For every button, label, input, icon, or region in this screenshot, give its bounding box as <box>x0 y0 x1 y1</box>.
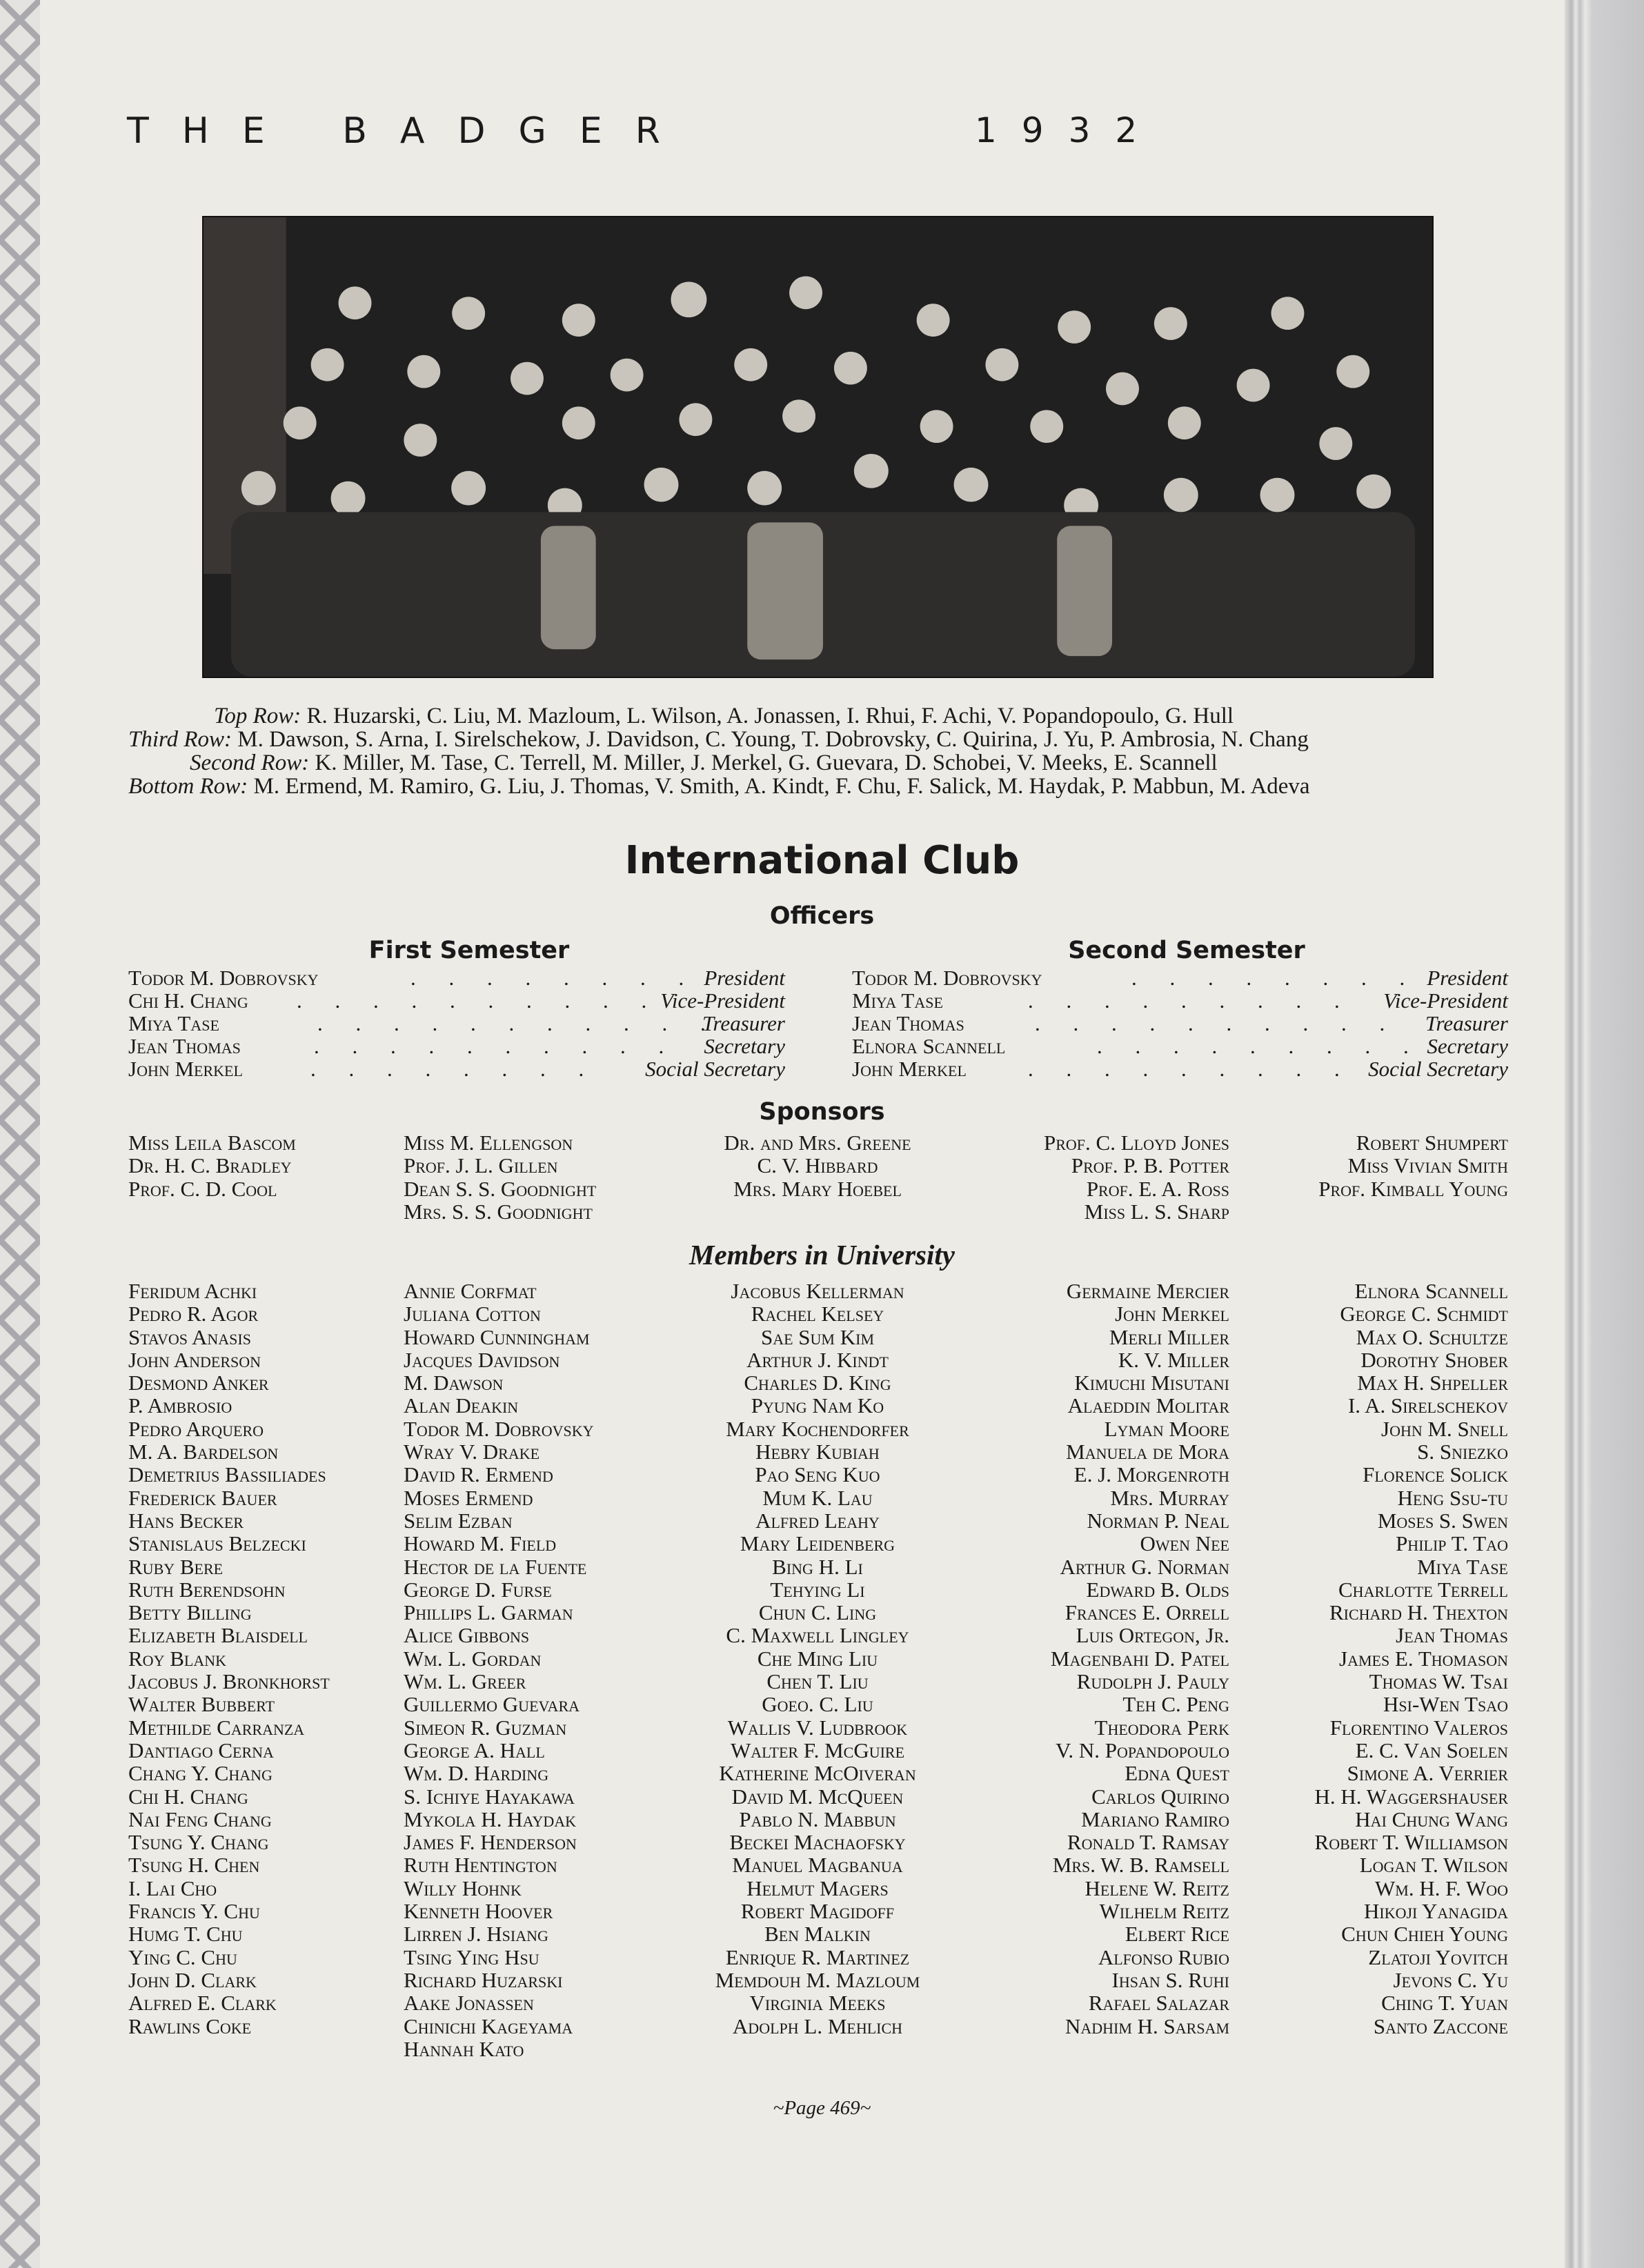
leader-dots: . . . . . . . . . . <box>314 1034 678 1058</box>
sponsor-name: Prof. C. Lloyd Jones <box>1043 1131 1229 1155</box>
member-name: Hikoji Yanagida <box>1363 1899 1508 1924</box>
member-name: Bing H. Li <box>772 1554 863 1579</box>
page-number: ~Page 469~ <box>773 2097 871 2119</box>
member-name: Carlos Quirino <box>1091 1784 1229 1809</box>
publication-header: THE BADGER <box>127 110 693 152</box>
member-name: Tehying Li <box>770 1577 865 1602</box>
member-name: Ying C. Chu <box>128 1944 237 1969</box>
first-semester-heading: First Semester <box>368 937 570 964</box>
member-name: Ruth Berendsohn <box>128 1577 286 1602</box>
member-name: Mrs. Murray <box>1110 1485 1229 1510</box>
member-name: Mykola H. Haydak <box>404 1807 576 1831</box>
group-photo-illustration <box>204 217 1432 677</box>
member-name: Chun Chieh Young <box>1341 1922 1508 1947</box>
member-name: Willy Hohnk <box>404 1876 522 1900</box>
member-name: Wm. L. Gordan <box>404 1646 542 1671</box>
officers-heading: Officers <box>769 902 875 930</box>
caption-top-names: R. Huzarski, C. Liu, M. Mazloum, L. Wilson, A. Jonassen, I. Rhui, F. Achi, V. Popandopoulo, G. Hull <box>306 704 1234 728</box>
member-name: Moses S. Swen <box>1377 1508 1508 1533</box>
member-name: Pao Seng Kuo <box>755 1462 880 1487</box>
officer-name: John Merkel <box>128 1057 243 1081</box>
member-name: Max H. Shpeller <box>1357 1371 1508 1395</box>
member-name: Wm. H. F. Woo <box>1375 1876 1508 1900</box>
member-name: Chun C. Ling <box>758 1600 877 1625</box>
member-name: Chinichi Kageyama <box>404 2013 573 2038</box>
officer-role: Social Secretary <box>1368 1057 1508 1081</box>
member-name: V. N. Popandopoulo <box>1055 1738 1229 1762</box>
club-title: International Club <box>624 838 1020 883</box>
member-name: Juliana Cotton <box>404 1302 541 1326</box>
member-name: Zlatoji Yovitch <box>1368 1944 1508 1969</box>
member-name: Hsi-Wen Tsao <box>1383 1692 1508 1717</box>
member-name: Dorothy Shober <box>1360 1347 1508 1372</box>
officer-name: Todor M. Dobrovsky <box>852 966 1042 990</box>
member-name: David R. Ermend <box>404 1462 553 1487</box>
member-name: Pedro R. Agor <box>128 1302 259 1326</box>
member-name: Hannah Kato <box>404 2036 524 2061</box>
leader-dots: . . . . . . . . . <box>1028 1057 1354 1081</box>
publication-year: 1932 <box>975 110 1162 150</box>
member-name: John M. Snell <box>1381 1416 1508 1441</box>
member-name: I. Lai Cho <box>128 1876 217 1900</box>
caption-bottom-label: Bottom Row: <box>128 774 248 799</box>
member-name: John D. Clark <box>128 1967 257 1992</box>
member-name: James E. Thomason <box>1339 1646 1508 1671</box>
member-name: Lyman Moore <box>1104 1416 1229 1441</box>
member-name: Alice Gibbons <box>404 1623 530 1648</box>
member-name: Germaine Mercier <box>1066 1279 1229 1303</box>
sponsors-heading: Sponsors <box>759 1098 885 1126</box>
member-name: George A. Hall <box>404 1738 545 1762</box>
second-semester-heading: Second Semester <box>1068 937 1305 964</box>
member-name: Edward B. Olds <box>1086 1577 1229 1602</box>
member-name: John Anderson <box>128 1347 261 1372</box>
member-name: Virginia Meeks <box>749 1991 886 2016</box>
sponsor-name: Mrs. S. S. Goodnight <box>404 1199 593 1224</box>
member-name: Enrique R. Martinez <box>725 1944 910 1969</box>
member-name: Alfred Leahy <box>755 1508 880 1533</box>
member-name: Heng Ssu-tu <box>1397 1485 1508 1510</box>
member-name: H. H. Waggershauser <box>1314 1784 1508 1809</box>
leader-dots: . . . . . . . . . . <box>1035 1011 1399 1035</box>
member-name: Stanislaus Belzecki <box>128 1531 306 1556</box>
sponsors-column-2 <box>404 1131 596 1223</box>
sponsor-name: C. V. Hibbard <box>757 1153 878 1178</box>
member-name: Todor M. Dobrovsky <box>404 1416 594 1441</box>
caption-third-label: Third Row: <box>128 727 232 752</box>
member-name: Pablo N. Mabbun <box>739 1807 896 1831</box>
member-name: Chi H. Chang <box>128 1784 248 1809</box>
officer-name: Chi H. Chang <box>128 988 248 1013</box>
member-name: Florence Solick <box>1363 1462 1508 1487</box>
member-name: Robert Magidoff <box>740 1899 895 1924</box>
caption-top-row <box>214 704 1234 729</box>
member-name: Sae Sum Kim <box>760 1324 875 1349</box>
member-name: Feridum Achki <box>128 1279 257 1303</box>
member-name: Magenbahi D. Patel <box>1050 1646 1229 1671</box>
caption-bottom-row <box>128 774 1310 799</box>
member-name: I. A. Sirelschekov <box>1347 1393 1508 1418</box>
member-name: Florentino Valeros <box>1329 1715 1508 1740</box>
member-name: James F. Henderson <box>404 1830 577 1855</box>
member-name: Nai Feng Chang <box>128 1807 272 1831</box>
group-photograph <box>202 216 1434 678</box>
member-name: Jacobus J. Bronkhorst <box>128 1669 330 1694</box>
member-name: Jacobus Kellerman <box>731 1279 904 1303</box>
officer-role: President <box>1427 966 1508 990</box>
member-name: Rudolph J. Pauly <box>1076 1669 1229 1694</box>
member-name: Walter Bubbert <box>128 1692 275 1717</box>
member-name: Alfred E. Clark <box>128 1991 277 2016</box>
sponsors-column-4 <box>959 1131 1229 1223</box>
member-name: Owen Nee <box>1140 1531 1229 1556</box>
member-name: Nadhim H. Sarsam <box>1064 2013 1229 2038</box>
member-name: Luis Ortegon, Jr. <box>1076 1623 1229 1648</box>
member-name: Rafael Salazar <box>1088 1991 1229 2016</box>
member-name: Roy Blank <box>128 1646 226 1671</box>
member-name: Howard Cunningham <box>404 1324 590 1349</box>
member-name: John Merkel <box>1115 1302 1229 1326</box>
members-column-1 <box>128 1280 330 2038</box>
member-name: Memdouh M. Mazloum <box>715 1967 920 1992</box>
member-name: Adolph L. Mehlich <box>732 2013 903 2038</box>
officer-role: Social Secretary <box>645 1057 785 1081</box>
member-name: Walter F. McGuire <box>730 1738 905 1762</box>
member-name: Demetrius Bassiliades <box>128 1462 326 1487</box>
member-name: Lirren J. Hsiang <box>404 1922 548 1947</box>
member-name: Wm. D. Harding <box>404 1761 549 1786</box>
member-name: Hai Chung Wang <box>1355 1807 1508 1831</box>
member-name: Betty Billing <box>128 1600 252 1625</box>
member-name: Frederick Bauer <box>128 1485 277 1510</box>
member-name: Rawlins Coke <box>128 2013 252 2038</box>
sponsor-name: Prof. C. D. Cool <box>128 1176 277 1201</box>
sponsor-name: Miss Vivian Smith <box>1347 1153 1508 1178</box>
member-name: Humg T. Chu <box>128 1922 243 1947</box>
member-name: Beckei Machaofsky <box>729 1830 906 1855</box>
sponsor-name: Prof. Kimball Young <box>1318 1176 1508 1201</box>
member-name: Norman P. Neal <box>1087 1508 1229 1533</box>
officer-role: Vice-President <box>1383 988 1508 1013</box>
members-column-3 <box>680 1280 955 2038</box>
member-name: Moses Ermend <box>404 1485 533 1510</box>
leader-dots: . . . . . . . . <box>310 1057 598 1081</box>
member-name: Tsing Ying Hsu <box>404 1944 539 1969</box>
member-name: Katherine McOiveran <box>719 1761 916 1786</box>
left-decorative-border <box>0 0 40 2268</box>
leader-dots: . . . . . . . . . . <box>297 988 661 1013</box>
member-name: S. Ichiye Hayakawa <box>404 1784 575 1809</box>
member-name: Che Ming Liu <box>757 1646 878 1671</box>
caption-top-label: Top Row: <box>214 704 301 728</box>
member-name: Edna Quest <box>1125 1761 1229 1786</box>
member-name: Charlotte Terrell <box>1338 1577 1508 1602</box>
leader-dots: . . . . . . . . . <box>1028 988 1354 1013</box>
officer-name: Miya Tase <box>128 1011 219 1035</box>
member-name: Jean Thomas <box>1396 1623 1508 1648</box>
member-name: Guillermo Guevara <box>404 1692 580 1717</box>
member-name: M. Dawson <box>404 1371 504 1395</box>
caption-second-names: K. Miller, M. Tase, C. Terrell, M. Miller, J. Merkel, G. Guevara, D. Schobei, V. Meeks, E. Scannell <box>315 750 1218 775</box>
member-name: Alaeddin Molitar <box>1067 1393 1229 1418</box>
officer-name: John Merkel <box>852 1057 967 1081</box>
member-name: Tsung H. Chen <box>128 1853 260 1878</box>
member-name: Methilde Carranza <box>128 1715 305 1740</box>
member-name: Elnora Scannell <box>1354 1279 1508 1303</box>
member-name: Hebry Kubiah <box>755 1440 880 1464</box>
officer-role: Treasurer <box>702 1011 785 1035</box>
member-name: Hector de la Fuente <box>404 1554 587 1579</box>
sponsors-column-5 <box>1235 1131 1508 1200</box>
member-name: Mum K. Lau <box>762 1485 873 1510</box>
member-name: Hans Becker <box>128 1508 244 1533</box>
member-name: Phillips L. Garman <box>404 1600 573 1625</box>
member-name: Kenneth Hoover <box>404 1899 553 1924</box>
member-name: Wallis V. Ludbrook <box>727 1715 908 1740</box>
member-name: Alfonso Rubio <box>1098 1944 1229 1969</box>
officer-role: Secretary <box>704 1034 785 1058</box>
caption-third-row <box>128 727 1309 753</box>
member-name: Annie Corfmat <box>404 1279 537 1303</box>
member-name: Frances E. Orrell <box>1064 1600 1229 1625</box>
member-name: C. Maxwell Lingley <box>726 1623 909 1648</box>
caption-second-row <box>190 750 1218 776</box>
member-name: Manuela de Mora <box>1066 1440 1229 1464</box>
member-name: Goeo. C. Liu <box>762 1692 873 1717</box>
member-name: Helene W. Reitz <box>1085 1876 1229 1900</box>
caption-second-label: Second Row: <box>190 750 310 775</box>
officer-name: Jean Thomas <box>128 1034 241 1058</box>
leader-dots: . . . . . . . . <box>1131 966 1419 990</box>
sponsor-name: Robert Shumpert <box>1356 1131 1508 1155</box>
member-name: Santo Zaccone <box>1373 2013 1508 2038</box>
member-name: Ching T. Yuan <box>1381 1991 1508 2016</box>
officer-name: Elnora Scannell <box>852 1034 1006 1058</box>
officer-name: Jean Thomas <box>852 1011 964 1035</box>
member-name: K. V. Miller <box>1118 1347 1229 1372</box>
member-name: Mary Leidenberg <box>740 1531 895 1556</box>
member-name: Alan Deakin <box>404 1393 519 1418</box>
sponsor-name: Miss L. S. Sharp <box>1084 1199 1229 1224</box>
member-name: Chen T. Liu <box>766 1669 869 1694</box>
sponsor-name: Mrs. Mary Hoebel <box>733 1176 902 1201</box>
sponsors-column-1 <box>128 1131 296 1200</box>
member-name: S. Sniezko <box>1417 1440 1508 1464</box>
right-binding-edge <box>1565 0 1644 2268</box>
members-column-2 <box>404 1280 594 2060</box>
sponsor-name: Dr. H. C. Bradley <box>128 1153 292 1178</box>
member-name: Max O. Schultze <box>1356 1324 1508 1349</box>
member-name: David M. McQueen <box>731 1784 904 1809</box>
member-name: Theodora Perk <box>1094 1715 1229 1740</box>
sponsors-column-3 <box>680 1131 955 1200</box>
officer-name: Miya Tase <box>852 988 943 1013</box>
member-name: Stavos Anasis <box>128 1324 251 1349</box>
member-name: Simone A. Verrier <box>1347 1761 1508 1786</box>
member-name: Ben Malkin <box>764 1922 871 1947</box>
member-name: Desmond Anker <box>128 1371 269 1395</box>
member-name: Logan T. Wilson <box>1359 1853 1508 1878</box>
member-name: Simeon R. Guzman <box>404 1715 567 1740</box>
member-name: Miya Tase <box>1417 1554 1508 1579</box>
leader-dots: . . . . . . . . . <box>1097 1034 1423 1058</box>
member-name: Thomas W. Tsai <box>1369 1669 1508 1694</box>
member-name: Ronald T. Ramsay <box>1067 1830 1229 1855</box>
member-name: Wilhelm Reitz <box>1099 1899 1229 1924</box>
member-name: Francis Y. Chu <box>128 1899 260 1924</box>
sponsor-name: Prof. J. L. Gillen <box>404 1153 558 1178</box>
members-column-4 <box>959 1280 1229 2038</box>
member-name: Elizabeth Blaisdell <box>128 1623 308 1648</box>
members-column-5 <box>1235 1280 1508 2038</box>
officer-role: President <box>704 966 785 990</box>
member-name: Ihsan S. Ruhi <box>1111 1967 1229 1992</box>
member-name: Wm. L. Greer <box>404 1669 526 1694</box>
member-name: Kimuchi Misutani <box>1074 1371 1229 1395</box>
sponsor-name: Miss M. Ellengson <box>404 1131 573 1155</box>
member-name: Charles D. King <box>744 1371 891 1395</box>
member-name: Mrs. W. B. Ramsell <box>1052 1853 1229 1878</box>
caption-bottom-names: M. Ermend, M. Ramiro, G. Liu, J. Thomas, V. Smith, A. Kindt, F. Chu, F. Salick, M. Haydak, P. Mabbun, M. Adeva <box>253 774 1310 799</box>
caption-third-names: M. Dawson, S. Arna, I. Sirelschekow, J. Davidson, C. Young, T. Dobrovsky, C. Quirina, J. Yu, P. Ambrosia, N. Chang <box>237 727 1309 752</box>
member-name: Dantiago Cerna <box>128 1738 274 1762</box>
member-name: P. Ambrosio <box>128 1393 232 1418</box>
member-name: Wray V. Drake <box>404 1440 540 1464</box>
member-name: Tsung Y. Chang <box>128 1830 269 1855</box>
member-name: Chang Y. Chang <box>128 1761 273 1786</box>
member-name: Ruby Bere <box>128 1554 224 1579</box>
sponsor-name: Prof. E. A. Ross <box>1086 1176 1229 1201</box>
member-name: Howard M. Field <box>404 1531 557 1556</box>
member-name: Helmut Magers <box>746 1876 889 1900</box>
member-name: Rachel Kelsey <box>751 1302 884 1326</box>
member-name: Teh C. Peng <box>1122 1692 1229 1717</box>
member-name: Mariano Ramiro <box>1081 1807 1229 1831</box>
officer-role: Vice-President <box>660 988 785 1013</box>
sponsor-name: Dr. and Mrs. Greene <box>724 1131 911 1155</box>
member-name: George C. Schmidt <box>1340 1302 1508 1326</box>
member-name: Robert T. Williamson <box>1314 1830 1508 1855</box>
member-name: Arthur G. Norman <box>1060 1554 1229 1579</box>
officer-role: Treasurer <box>1425 1011 1508 1035</box>
member-name: Selim Ezban <box>404 1508 513 1533</box>
member-name: Pyung Nam Ko <box>751 1393 884 1418</box>
member-name: Richard Huzarski <box>404 1967 563 1992</box>
member-name: Manuel Magbanua <box>732 1853 903 1878</box>
member-name: Aake Jonassen <box>404 1991 534 2016</box>
member-name: Merli Miller <box>1109 1324 1229 1349</box>
member-name: Ruth Hentington <box>404 1853 557 1878</box>
member-name: Philip T. Tao <box>1396 1531 1508 1556</box>
member-name: Mary Kochendorfer <box>726 1416 909 1441</box>
member-name: E. C. Van Soelen <box>1355 1738 1508 1762</box>
member-name: Arthur J. Kindt <box>746 1347 889 1372</box>
sponsor-name: Dean S. S. Goodnight <box>404 1176 597 1201</box>
leader-dots: . . . . . . . . <box>410 966 698 990</box>
member-name: George D. Furse <box>404 1577 552 1602</box>
member-name: M. A. Bardelson <box>128 1440 279 1464</box>
members-heading: Members in University <box>689 1239 955 1271</box>
member-name: Jevons C. Yu <box>1393 1967 1508 1992</box>
officer-role: Secretary <box>1427 1034 1508 1058</box>
officer-name: Todor M. Dobrovsky <box>128 966 319 990</box>
sponsor-name: Miss Leila Bascom <box>128 1131 296 1155</box>
leader-dots: . . . . . . . . . . . <box>317 1011 720 1035</box>
member-name: Elbert Rice <box>1125 1922 1229 1947</box>
sponsor-name: Prof. P. B. Potter <box>1071 1153 1229 1178</box>
member-name: Jacques Davidson <box>404 1347 560 1372</box>
member-name: Richard H. Thexton <box>1329 1600 1508 1625</box>
member-name: E. J. Morgenroth <box>1073 1462 1229 1487</box>
member-name: Pedro Arquero <box>128 1416 264 1441</box>
